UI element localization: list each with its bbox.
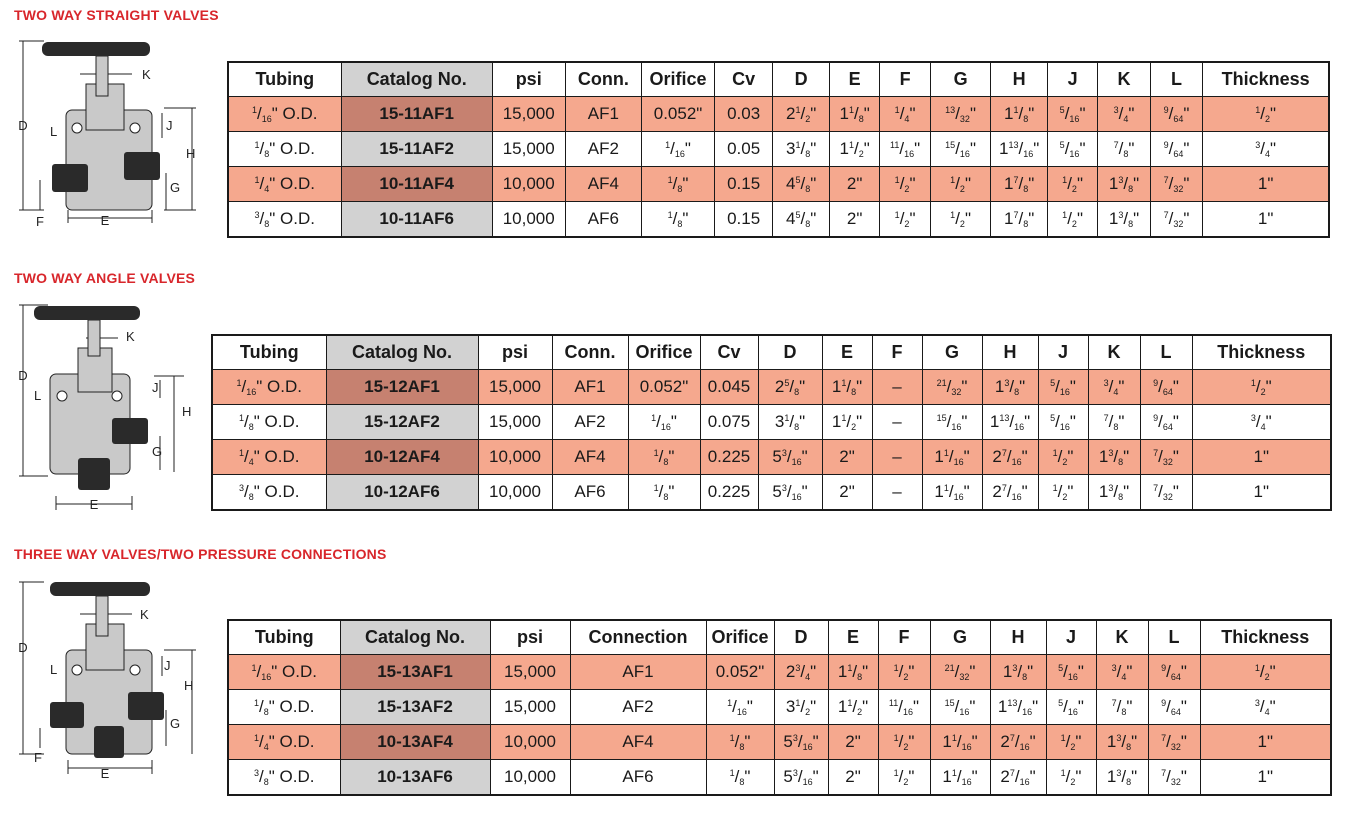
- table-cell: 15-13AF2: [340, 690, 490, 725]
- table-cell: $^1/_2$": [1046, 725, 1096, 760]
- table-cell: $^3/_4$": [1203, 132, 1329, 167]
- table-cell: $^{21}/_{32}$": [930, 655, 990, 690]
- column-header: Cv: [700, 335, 758, 370]
- table-cell: $^{15}/_{16}$": [922, 405, 982, 440]
- diagram-label-j: J: [164, 658, 171, 673]
- diagram-label-h: H: [186, 146, 196, 161]
- column-header: K: [1096, 620, 1148, 655]
- table-cell: $^1/_2$": [878, 760, 930, 796]
- angle-valve-diagram: [14, 300, 204, 515]
- table-cell: $^9/_{64}$": [1140, 370, 1192, 405]
- table-cell: 10-13AF4: [340, 725, 490, 760]
- table-cell: –: [872, 475, 922, 511]
- table-cell: $2^5/_8$": [758, 370, 822, 405]
- table-cell: $^7/_8$": [1096, 690, 1148, 725]
- diagram-label-k: K: [140, 607, 149, 622]
- table-cell: 0.03: [714, 97, 773, 132]
- table-cell: $^1/_2$": [1038, 440, 1088, 475]
- table-cell: AF1: [570, 655, 706, 690]
- table-cell: 1": [1200, 760, 1331, 796]
- table-cell: $^9/_{64}$": [1150, 97, 1202, 132]
- column-header: H: [991, 62, 1048, 97]
- table-cell: $1^{13}/_{16}$": [991, 132, 1048, 167]
- column-header: L: [1150, 62, 1202, 97]
- table-cell: $^9/_{64}$": [1140, 405, 1192, 440]
- table-cell: $4^5/_8$": [773, 202, 830, 238]
- table-row: [228, 725, 1331, 760]
- table-cell: AF4: [565, 167, 642, 202]
- table-cell: $1^1/_{16}$": [922, 475, 982, 511]
- table-cell: $5^3/_{16}$": [774, 725, 828, 760]
- table-cell: AF1: [565, 97, 642, 132]
- table-cell: $^1/_2$": [880, 202, 930, 238]
- table-cell: $^5/_{16}$": [1038, 370, 1088, 405]
- table-cell: $^1/_4$": [880, 97, 930, 132]
- table-cell: $^5/_{16}$": [1038, 405, 1088, 440]
- column-header: Cv: [714, 62, 773, 97]
- table-cell: $1^1/_{16}$": [930, 725, 990, 760]
- table-cell: $1^1/_8$": [991, 97, 1048, 132]
- table-cell: $^1/_8$": [706, 760, 774, 796]
- table-cell: AF6: [565, 202, 642, 238]
- table-cell: 1": [1200, 725, 1331, 760]
- column-header: K: [1088, 335, 1140, 370]
- diagram-label-l: L: [34, 388, 42, 403]
- table-cell: 15-12AF1: [326, 370, 478, 405]
- column-header: H: [982, 335, 1038, 370]
- table-cell: 10,000: [478, 475, 552, 511]
- diagram-label-g: G: [152, 444, 163, 459]
- column-header: G: [922, 335, 982, 370]
- table-cell: $1^1/_8$": [829, 97, 879, 132]
- column-header: psi: [492, 62, 565, 97]
- table-cell: AF2: [565, 132, 642, 167]
- table-cell: 0.15: [714, 167, 773, 202]
- table-cell: $^1/_8$": [628, 440, 700, 475]
- table-cell: 10-11AF4: [341, 167, 492, 202]
- table-cell: $^{15}/_{16}$": [930, 132, 991, 167]
- table-cell: 2": [828, 760, 878, 796]
- diagram-label-l: L: [50, 662, 58, 677]
- table-cell: $^3/_4$": [1096, 655, 1148, 690]
- table-cell: 1": [1203, 202, 1329, 238]
- table-cell: $^1/_4$" O.D.: [228, 167, 341, 202]
- table-cell: 1": [1192, 475, 1331, 511]
- column-header: E: [829, 62, 879, 97]
- column-header: H: [990, 620, 1046, 655]
- table-header-row: [228, 62, 1329, 97]
- straight-valves-table: [227, 61, 1330, 238]
- table-cell: 15,000: [478, 370, 552, 405]
- table-cell: $^1/_8$" O.D.: [228, 690, 340, 725]
- table-cell: $1^1/_{16}$": [922, 440, 982, 475]
- diagram-label-d: D: [18, 640, 28, 655]
- table-cell: 15-11AF2: [341, 132, 492, 167]
- table-cell: $^3/_8$" O.D.: [228, 760, 340, 796]
- table-row: [212, 405, 1331, 440]
- table-cell: $1^1/_8$": [822, 370, 872, 405]
- table-cell: $1^3/_8$": [982, 370, 1038, 405]
- table-cell: 2": [822, 475, 872, 511]
- table-cell: $1^3/_8$": [1088, 475, 1140, 511]
- diagram-label-e: E: [89, 497, 99, 512]
- column-header: psi: [490, 620, 570, 655]
- column-header: Catalog No.: [341, 62, 492, 97]
- table-cell: $1^1/_8$": [828, 655, 878, 690]
- table-cell: $1^{13}/_{16}$": [982, 405, 1038, 440]
- column-header: E: [822, 335, 872, 370]
- table-cell: 2": [822, 440, 872, 475]
- table-cell: $^9/_{64}$": [1150, 132, 1202, 167]
- table-cell: $^{11}/_{16}$": [880, 132, 930, 167]
- table-cell: $^7/_{32}$": [1148, 760, 1200, 796]
- table-cell: $^1/_2$": [1047, 202, 1097, 238]
- table-row: [212, 370, 1331, 405]
- diagram-label-g: G: [170, 716, 181, 731]
- column-header: Conn.: [565, 62, 642, 97]
- table-cell: $1^3/_8$": [990, 655, 1046, 690]
- table-cell: AF2: [552, 405, 628, 440]
- column-header: Catalog No.: [340, 620, 490, 655]
- table-cell: $^1/_{16}$" O.D.: [228, 655, 340, 690]
- table-cell: $^7/_{32}$": [1150, 202, 1202, 238]
- column-header: Conn.: [552, 335, 628, 370]
- table-cell: $^3/_4$": [1088, 370, 1140, 405]
- table-cell: 1": [1203, 167, 1329, 202]
- table-cell: 10,000: [492, 202, 565, 238]
- table-cell: 10-11AF6: [341, 202, 492, 238]
- table-cell: $^5/_{16}$": [1047, 97, 1097, 132]
- section-title-angle: TWO WAY ANGLE VALVES: [14, 270, 196, 286]
- table-cell: 10,000: [492, 167, 565, 202]
- section-title-straight: TWO WAY STRAIGHT VALVES: [14, 7, 219, 23]
- column-header: J: [1047, 62, 1097, 97]
- table-cell: $1^7/_8$": [991, 202, 1048, 238]
- table-cell: $^3/_4$": [1098, 97, 1150, 132]
- column-header: Orifice: [628, 335, 700, 370]
- column-header: K: [1098, 62, 1150, 97]
- column-header: F: [872, 335, 922, 370]
- table-cell: 15,000: [492, 132, 565, 167]
- table-cell: –: [872, 440, 922, 475]
- table-cell: $^1/_{16}$": [706, 690, 774, 725]
- table-cell: AF4: [570, 725, 706, 760]
- table-cell: $^1/_4$" O.D.: [228, 725, 340, 760]
- diagram-label-f: F: [36, 214, 44, 229]
- table-cell: 15,000: [492, 97, 565, 132]
- table-cell: 2": [829, 167, 879, 202]
- table-cell: 2": [829, 202, 879, 238]
- three-way-valves-table: [227, 619, 1332, 796]
- column-header: Thickness: [1192, 335, 1331, 370]
- diagram-label-j: J: [166, 118, 173, 133]
- table-cell: $^{13}/_{32}$": [930, 97, 991, 132]
- table-cell: $1^3/_8$": [1096, 725, 1148, 760]
- table-cell: $^3/_4$": [1200, 690, 1331, 725]
- table-cell: $^3/_8$" O.D.: [228, 202, 341, 238]
- diagram-label-k: K: [142, 67, 151, 82]
- table-cell: $2^7/_{16}$": [982, 440, 1038, 475]
- column-header: D: [774, 620, 828, 655]
- table-cell: $^1/_8$" O.D.: [228, 132, 341, 167]
- table-cell: $^{15}/_{16}$": [930, 690, 990, 725]
- table-cell: $^7/_{32}$": [1140, 440, 1192, 475]
- table-row: [228, 132, 1329, 167]
- table-cell: $^7/_{32}$": [1140, 475, 1192, 511]
- table-cell: $1^1/_2$": [822, 405, 872, 440]
- table-cell: 0.15: [714, 202, 773, 238]
- diagram-label-g: G: [170, 180, 181, 195]
- table-cell: $^1/_2$": [1038, 475, 1088, 511]
- table-cell: $^1/_{16}$" O.D.: [228, 97, 341, 132]
- table-cell: $^5/_{16}$": [1046, 655, 1096, 690]
- table-cell: $^1/_2$": [1047, 167, 1097, 202]
- table-cell: 10,000: [490, 760, 570, 796]
- table-cell: $^1/_2$": [1046, 760, 1096, 796]
- table-cell: $^{11}/_{16}$": [878, 690, 930, 725]
- column-header: Tubing: [228, 620, 340, 655]
- column-header: F: [880, 62, 930, 97]
- table-cell: AF6: [552, 475, 628, 511]
- table-cell: –: [872, 370, 922, 405]
- table-cell: $^1/_{16}$" O.D.: [212, 370, 326, 405]
- table-cell: $^1/_4$" O.D.: [212, 440, 326, 475]
- table-cell: $1^1/_2$": [828, 690, 878, 725]
- table-cell: –: [872, 405, 922, 440]
- column-header: G: [930, 62, 991, 97]
- column-header: Tubing: [212, 335, 326, 370]
- table-cell: 0.052": [628, 370, 700, 405]
- table-cell: $^1/_8$" O.D.: [212, 405, 326, 440]
- table-cell: 1": [1192, 440, 1331, 475]
- table-cell: $5^3/_{16}$": [758, 440, 822, 475]
- column-header: Connection: [570, 620, 706, 655]
- table-cell: $1^7/_8$": [991, 167, 1048, 202]
- table-cell: $2^7/_{16}$": [990, 725, 1046, 760]
- table-cell: 0.225: [700, 475, 758, 511]
- table-row: [228, 167, 1329, 202]
- table-cell: $5^3/_{16}$": [774, 760, 828, 796]
- table-cell: $^1/_2$": [930, 202, 991, 238]
- table-cell: $^9/_{64}$": [1148, 690, 1200, 725]
- table-row: [228, 97, 1329, 132]
- column-header: D: [773, 62, 830, 97]
- table-cell: 0.045: [700, 370, 758, 405]
- table-cell: $^1/_8$": [628, 475, 700, 511]
- table-cell: $^3/_8$" O.D.: [212, 475, 326, 511]
- table-cell: AF1: [552, 370, 628, 405]
- column-header: J: [1046, 620, 1096, 655]
- table-header-row: [212, 335, 1331, 370]
- column-header: Catalog No.: [326, 335, 478, 370]
- column-header: Thickness: [1200, 620, 1331, 655]
- section-title-three-way: THREE WAY VALVES/TWO PRESSURE CONNECTIONS: [14, 546, 387, 562]
- table-cell: 15,000: [490, 690, 570, 725]
- column-header: Tubing: [228, 62, 341, 97]
- column-header: Orifice: [706, 620, 774, 655]
- column-header: F: [878, 620, 930, 655]
- table-cell: $^7/_8$": [1098, 132, 1150, 167]
- diagram-label-e: E: [100, 213, 110, 228]
- table-cell: $3^1/_8$": [758, 405, 822, 440]
- table-cell: $^1/_{16}$": [642, 132, 715, 167]
- table-cell: $^1/_{16}$": [628, 405, 700, 440]
- table-cell: 15,000: [478, 405, 552, 440]
- table-cell: $^1/_8$": [706, 725, 774, 760]
- table-cell: $5^3/_{16}$": [758, 475, 822, 511]
- table-row: [212, 440, 1331, 475]
- table-cell: $^9/_{64}$": [1148, 655, 1200, 690]
- diagram-label-l: L: [50, 124, 58, 139]
- table-cell: $1^3/_8$": [1088, 440, 1140, 475]
- table-cell: $^1/_2$": [880, 167, 930, 202]
- table-cell: 15-12AF2: [326, 405, 478, 440]
- table-cell: AF6: [570, 760, 706, 796]
- table-cell: 0.052": [706, 655, 774, 690]
- table-cell: $^1/_2$": [878, 725, 930, 760]
- table-cell: 10,000: [490, 725, 570, 760]
- table-cell: 10-13AF6: [340, 760, 490, 796]
- table-cell: $^1/_2$": [1200, 655, 1331, 690]
- table-cell: $1^1/_{16}$": [930, 760, 990, 796]
- straight-valve-diagram: [14, 38, 204, 233]
- table-cell: $4^5/_8$": [773, 167, 830, 202]
- table-row: [228, 655, 1331, 690]
- diagram-label-h: H: [184, 678, 194, 693]
- table-cell: 10-12AF6: [326, 475, 478, 511]
- angle-valves-table: [211, 334, 1332, 511]
- table-cell: 15-11AF1: [341, 97, 492, 132]
- table-cell: $^1/_2$": [878, 655, 930, 690]
- table-cell: $^1/_8$": [642, 167, 715, 202]
- table-cell: $2^3/_4$": [774, 655, 828, 690]
- three-way-valve-diagram: [14, 578, 204, 788]
- table-cell: $1^1/_2$": [829, 132, 879, 167]
- column-header: psi: [478, 335, 552, 370]
- table-cell: $^1/_2$": [1203, 97, 1329, 132]
- table-cell: 10-12AF4: [326, 440, 478, 475]
- diagram-label-d: D: [18, 118, 28, 133]
- table-cell: 2": [828, 725, 878, 760]
- table-cell: $1^3/_8$": [1098, 202, 1150, 238]
- column-header: E: [828, 620, 878, 655]
- table-cell: $1^3/_8$": [1096, 760, 1148, 796]
- table-cell: 0.052": [642, 97, 715, 132]
- table-cell: AF4: [552, 440, 628, 475]
- table-cell: 0.225: [700, 440, 758, 475]
- diagram-label-e: E: [100, 766, 110, 781]
- table-cell: $^7/_8$": [1088, 405, 1140, 440]
- column-header: J: [1038, 335, 1088, 370]
- table-cell: AF2: [570, 690, 706, 725]
- table-row: [228, 690, 1331, 725]
- table-row: [228, 202, 1329, 238]
- column-header: Thickness: [1203, 62, 1329, 97]
- diagram-label-h: H: [182, 404, 192, 419]
- diagram-label-j: J: [152, 380, 159, 395]
- table-cell: $^1/_8$": [642, 202, 715, 238]
- table-cell: $2^7/_{16}$": [990, 760, 1046, 796]
- table-cell: $^7/_{32}$": [1148, 725, 1200, 760]
- table-cell: $^5/_{16}$": [1047, 132, 1097, 167]
- table-cell: $1^3/_8$": [1098, 167, 1150, 202]
- table-cell: 10,000: [478, 440, 552, 475]
- column-header: L: [1140, 335, 1192, 370]
- table-cell: $1^{13}/_{16}$": [990, 690, 1046, 725]
- diagram-label-f: F: [34, 750, 42, 765]
- table-cell: $3^1/_8$": [773, 132, 830, 167]
- diagram-label-d: D: [18, 368, 28, 383]
- column-header: D: [758, 335, 822, 370]
- column-header: Orifice: [642, 62, 715, 97]
- column-header: L: [1148, 620, 1200, 655]
- table-row: [228, 760, 1331, 796]
- table-cell: $^3/_4$": [1192, 405, 1331, 440]
- table-cell: 15,000: [490, 655, 570, 690]
- table-cell: 0.075: [700, 405, 758, 440]
- table-cell: $^7/_{32}$": [1150, 167, 1202, 202]
- column-header: G: [930, 620, 990, 655]
- table-cell: $^{21}/_{32}$": [922, 370, 982, 405]
- diagram-label-k: K: [126, 329, 135, 344]
- table-cell: 15-13AF1: [340, 655, 490, 690]
- table-row: [212, 475, 1331, 511]
- table-cell: $^5/_{16}$": [1046, 690, 1096, 725]
- table-cell: $^1/_2$": [1192, 370, 1331, 405]
- table-cell: $2^1/_2$": [773, 97, 830, 132]
- table-cell: $^1/_2$": [930, 167, 991, 202]
- table-cell: 0.05: [714, 132, 773, 167]
- table-header-row: [228, 620, 1331, 655]
- table-cell: $2^7/_{16}$": [982, 475, 1038, 511]
- table-cell: $3^1/_2$": [774, 690, 828, 725]
